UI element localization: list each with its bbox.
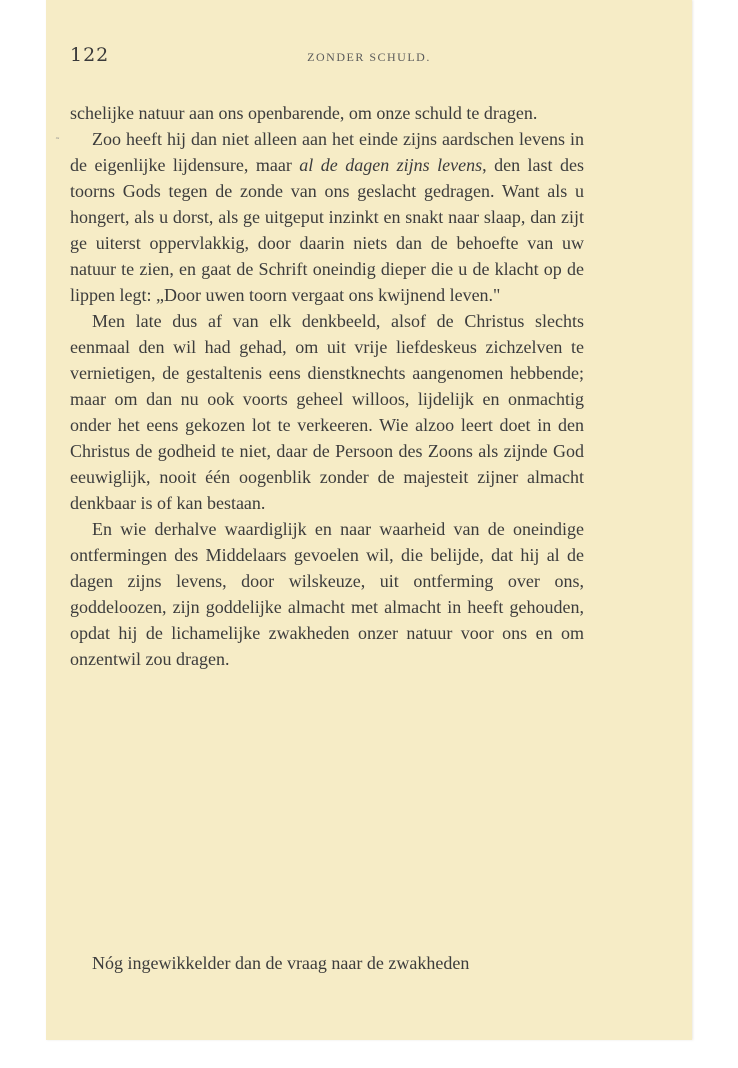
paragraph-text: , den last des toorns Gods tegen de zonde van ons geslacht gedragen. Want als u hongert, als u dorst, als ge uitgeput inzinkt en snakt naar slaap, dan zijt ge uiterst oppervlakkig, door daarin niets dan de behoefte van uw natuur te zien, en gaat de Schrift oneindig dieper die u de klacht op de lippen legt: „Door uwen toorn vergaat ons kwijnend leven.": [70, 155, 585, 305]
margin-mark-icon: ˜: [55, 137, 60, 148]
paragraph: Men late dus af van elk denkbeeld, alsof de Christus slechts eenmaal den wil had gehad, om uit vrije liefdeskeus zichzelven te vernietigen, de gestaltenis eens dienstknechts aangenomen hebbende; maar om dan nu ook voorts geheel willoos, lijdelijk en onmachtig onder het eens gekozen lot te verkeeren. Wie alzoo leert doet in den Christus de godheid te niet, daar de Persoon des Zoons als zijnde God eeuwiglijk, nooit één oogenblik zonder de majesteit zijner almacht denkbaar is of kan bestaan.: [70, 311, 584, 513]
paragraph-next-section: Nóg ingewikkelder dan de vraag naar de zwakheden: [92, 953, 470, 973]
main-text: [70, 100, 584, 672]
paragraph: [70, 126, 584, 308]
paragraph-text: Zoo heeft hij dan niet alleen aan het einde zijns aardschen levens in de eigenlijke lijdensure, maar: [70, 129, 584, 175]
italic-phrase: al de dagen zijns levens: [299, 155, 483, 175]
running-head: ZONDER SCHULD.: [307, 50, 431, 64]
paragraph: En wie derhalve waardiglijk en naar waarheid van de oneindige ontfermingen des Middelaars gevoelen wil, die belijde, dat hij al de dagen zijns levens, door wilskeuze, uit ontferming over ons, goddeloozen, zijn goddelijke almacht met almacht in heeft gehouden, opdat hij de lichamelijke zwakheden onzer natuur voor ons en om onzentwil zou dragen.: [70, 519, 584, 669]
page-number: 122: [70, 44, 110, 66]
paragraph-continuation: schelijke natuur aan ons openbarende, om onze schuld te dragen.: [70, 103, 538, 123]
